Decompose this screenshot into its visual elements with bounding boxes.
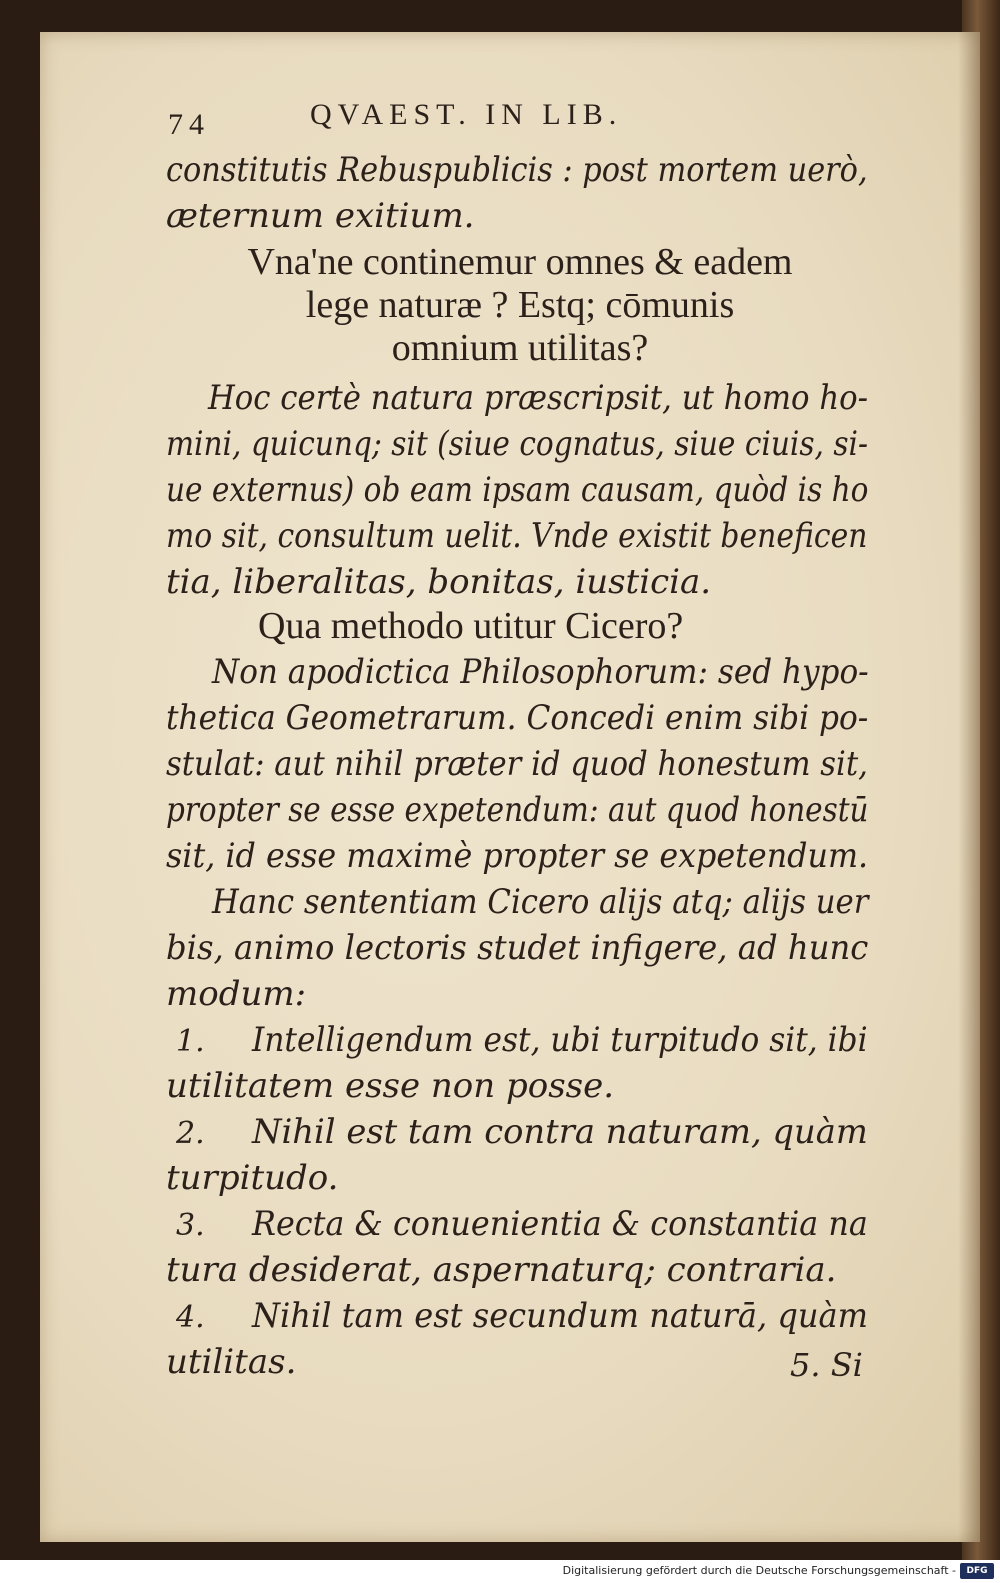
catchword: 5. Si xyxy=(790,1346,863,1384)
text-line: mo sit, consultum uelit. Vnde existit beneficen xyxy=(166,516,868,556)
list-item-text: Recta & conuenientia & constantia na xyxy=(252,1204,868,1244)
list-item-number: 4. xyxy=(176,1300,205,1335)
list-item-number: 1. xyxy=(176,1024,205,1059)
list-item-number: 3. xyxy=(176,1208,205,1243)
dfg-logo-icon: DFG xyxy=(960,1563,994,1579)
footer-credit: Digitalisierung gefördert durch die Deutsche Forschungsgemeinschaft - xyxy=(562,1564,956,1577)
text-line: mini, quicunq; sit (siue cognatus, siue ciuis, si- xyxy=(166,424,868,464)
list-item-text: utilitatem esse non posse. xyxy=(166,1066,615,1106)
text-line: æternum exitium. xyxy=(166,196,475,236)
text-line: Hanc sententiam Cicero aliјs atq; aliјs uer xyxy=(212,882,869,922)
list-item-text: utilitas. xyxy=(166,1342,297,1382)
text-line: bis, animo lectoris studet infigere, ad hunc xyxy=(166,928,869,968)
list-item-text: Nihil tam est secundum naturā, quàm xyxy=(252,1296,869,1336)
page-header xyxy=(168,98,788,146)
list-item-text: tura desiderat, aspernaturq; contraria. xyxy=(166,1250,837,1290)
list-item-text: Intelligendum est, ubi turpitudo sit, ibi xyxy=(252,1020,868,1060)
text-line: modum: xyxy=(166,974,307,1014)
page-number: 74 xyxy=(168,108,210,141)
footer-bar xyxy=(0,1560,1000,1583)
text-line: stulat: aut nihil præter id quod honestum sit, xyxy=(166,744,868,784)
text-line: thetica Geometrarum. Concedi enim sibi po- xyxy=(166,698,869,738)
text-line: ue externus) ob eam ipsam causam, quòd is ho xyxy=(166,470,869,510)
question-heading-line: omnium utilitas? xyxy=(391,327,649,369)
list-item-text: Nihil est tam contra naturam, quàm xyxy=(252,1112,868,1152)
list-item-number: 2. xyxy=(176,1116,205,1151)
text-line: sit, id esse maximè propter se expetendum. xyxy=(166,836,869,876)
text-line: propter se esse expetendum: aut quod honestū xyxy=(166,790,869,830)
text-line: tia, liberalitas, bonitas, iusticia. xyxy=(166,562,712,602)
question-heading-line: lege naturæ ? Estq; cōmunis xyxy=(305,284,735,326)
list-item-text: turpitudo. xyxy=(166,1158,339,1198)
text-line: constitutis Rebuspublicis : post mortem uerò, xyxy=(166,150,868,190)
text-line: Hoc certè natura præscripsit, ut homo ho- xyxy=(208,378,869,418)
question-heading-line: Vna'ne continemur omnes & eadem xyxy=(247,241,793,283)
text-line: Non apodictica Philosophorum: sed hypo- xyxy=(212,652,869,692)
question-heading: Qua methodo utitur Cicero? xyxy=(258,605,684,647)
running-head: QVAEST. IN LIB. xyxy=(310,98,623,131)
page-gutter-shadow xyxy=(958,32,980,1542)
